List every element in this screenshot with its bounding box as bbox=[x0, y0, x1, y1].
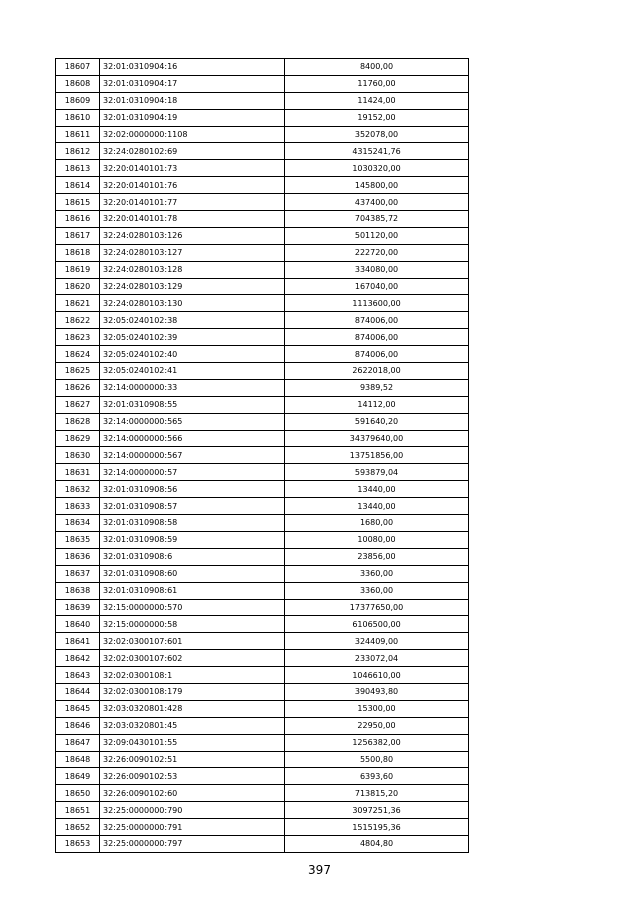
cadastral-value-cell: 17377650,00 bbox=[285, 599, 469, 616]
row-number-cell: 18653 bbox=[56, 835, 100, 852]
row-number-cell: 18636 bbox=[56, 548, 100, 565]
row-number-cell: 18652 bbox=[56, 819, 100, 836]
table-row bbox=[56, 498, 469, 515]
row-number-cell: 18630 bbox=[56, 447, 100, 464]
cadastral-number-cell: 32:15:0000000:58 bbox=[100, 616, 285, 633]
row-number-cell: 18649 bbox=[56, 768, 100, 785]
table-row bbox=[56, 109, 469, 126]
cadastral-number-cell: 32:01:0310908:55 bbox=[100, 396, 285, 413]
cadastral-number-cell: 32:14:0000000:566 bbox=[100, 430, 285, 447]
table-row bbox=[56, 92, 469, 109]
row-number-cell: 18627 bbox=[56, 396, 100, 413]
cadastral-value-cell: 3360,00 bbox=[285, 582, 469, 599]
table-row bbox=[56, 582, 469, 599]
table-row bbox=[56, 717, 469, 734]
row-number-cell: 18607 bbox=[56, 59, 100, 76]
cadastral-value-cell: 334080,00 bbox=[285, 261, 469, 278]
row-number-cell: 18647 bbox=[56, 734, 100, 751]
cadastral-number-cell: 32:05:0240102:38 bbox=[100, 312, 285, 329]
table-row bbox=[56, 396, 469, 413]
table-row bbox=[56, 650, 469, 667]
cadastral-number-cell: 32:25:0000000:797 bbox=[100, 835, 285, 852]
cadastral-number-cell: 32:20:0140101:77 bbox=[100, 194, 285, 211]
cadastral-number-cell: 32:05:0240102:39 bbox=[100, 329, 285, 346]
table-row bbox=[56, 363, 469, 380]
cadastral-value-cell: 11760,00 bbox=[285, 75, 469, 92]
cadastral-number-cell: 32:14:0000000:567 bbox=[100, 447, 285, 464]
table-row bbox=[56, 194, 469, 211]
table-row bbox=[56, 295, 469, 312]
cadastral-number-cell: 32:02:0300108:1 bbox=[100, 667, 285, 684]
row-number-cell: 18610 bbox=[56, 109, 100, 126]
table-row bbox=[56, 548, 469, 565]
table-row bbox=[56, 447, 469, 464]
cadastral-value-cell: 4804,80 bbox=[285, 835, 469, 852]
cadastral-value-cell: 713815,20 bbox=[285, 785, 469, 802]
cadastral-number-cell: 32:01:0310908:59 bbox=[100, 531, 285, 548]
row-number-cell: 18620 bbox=[56, 278, 100, 295]
table-row bbox=[56, 667, 469, 684]
cadastral-value-cell: 324409,00 bbox=[285, 633, 469, 650]
row-number-cell: 18644 bbox=[56, 683, 100, 700]
cadastral-number-cell: 32:01:0310908:6 bbox=[100, 548, 285, 565]
cadastral-number-cell: 32:01:0310908:60 bbox=[100, 565, 285, 582]
cadastral-value-cell: 874006,00 bbox=[285, 329, 469, 346]
cadastral-number-cell: 32:02:0300107:601 bbox=[100, 633, 285, 650]
cadastral-number-cell: 32:26:0090102:53 bbox=[100, 768, 285, 785]
cadastral-number-cell: 32:09:0430101:55 bbox=[100, 734, 285, 751]
row-number-cell: 18635 bbox=[56, 531, 100, 548]
row-number-cell: 18626 bbox=[56, 379, 100, 396]
row-number-cell: 18621 bbox=[56, 295, 100, 312]
table-row bbox=[56, 261, 469, 278]
cadastral-value-cell: 501120,00 bbox=[285, 227, 469, 244]
cadastral-value-cell: 6106500,00 bbox=[285, 616, 469, 633]
row-number-cell: 18619 bbox=[56, 261, 100, 278]
table-row bbox=[56, 464, 469, 481]
cadastral-value-cell: 13440,00 bbox=[285, 498, 469, 515]
table-row bbox=[56, 802, 469, 819]
cadastral-number-cell: 32:14:0000000:33 bbox=[100, 379, 285, 396]
table-row bbox=[56, 227, 469, 244]
row-number-cell: 18628 bbox=[56, 413, 100, 430]
table-row bbox=[56, 599, 469, 616]
row-number-cell: 18632 bbox=[56, 481, 100, 498]
row-number-cell: 18624 bbox=[56, 346, 100, 363]
cadastral-number-cell: 32:01:0310904:17 bbox=[100, 75, 285, 92]
cadastral-number-cell: 32:24:0280103:130 bbox=[100, 295, 285, 312]
row-number-cell: 18618 bbox=[56, 244, 100, 261]
cadastral-number-cell: 32:01:0310908:61 bbox=[100, 582, 285, 599]
cadastral-number-cell: 32:20:0140101:76 bbox=[100, 177, 285, 194]
cadastral-value-cell: 34379640,00 bbox=[285, 430, 469, 447]
table-row bbox=[56, 819, 469, 836]
cadastral-number-cell: 32:24:0280102:69 bbox=[100, 143, 285, 160]
row-number-cell: 18650 bbox=[56, 785, 100, 802]
cadastral-value-cell: 19152,00 bbox=[285, 109, 469, 126]
table-row bbox=[56, 515, 469, 532]
cadastral-value-cell: 437400,00 bbox=[285, 194, 469, 211]
cadastral-value-cell: 145800,00 bbox=[285, 177, 469, 194]
cadastral-value-cell: 9389,52 bbox=[285, 379, 469, 396]
cadastral-number-cell: 32:20:0140101:73 bbox=[100, 160, 285, 177]
cadastral-value-cell: 1046610,00 bbox=[285, 667, 469, 684]
table-row bbox=[56, 700, 469, 717]
cadastral-number-cell: 32:03:0320801:45 bbox=[100, 717, 285, 734]
cadastral-value-cell: 2622018,00 bbox=[285, 363, 469, 380]
cadastral-value-cell: 704385,72 bbox=[285, 211, 469, 228]
cadastral-value-cell: 13440,00 bbox=[285, 481, 469, 498]
table-row bbox=[56, 160, 469, 177]
cadastral-number-cell: 32:14:0000000:57 bbox=[100, 464, 285, 481]
cadastral-number-cell: 32:15:0000000:570 bbox=[100, 599, 285, 616]
row-number-cell: 18651 bbox=[56, 802, 100, 819]
table-row bbox=[56, 329, 469, 346]
cadastral-number-cell: 32:25:0000000:790 bbox=[100, 802, 285, 819]
row-number-cell: 18613 bbox=[56, 160, 100, 177]
cadastral-value-cell: 5500,80 bbox=[285, 751, 469, 768]
row-number-cell: 18640 bbox=[56, 616, 100, 633]
row-number-cell: 18633 bbox=[56, 498, 100, 515]
table-row bbox=[56, 565, 469, 582]
cadastral-value-cell: 1030320,00 bbox=[285, 160, 469, 177]
row-number-cell: 18646 bbox=[56, 717, 100, 734]
cadastral-value-cell: 6393,60 bbox=[285, 768, 469, 785]
table-row bbox=[56, 379, 469, 396]
cadastral-value-cell: 593879,04 bbox=[285, 464, 469, 481]
cadastral-value-table bbox=[55, 58, 469, 853]
cadastral-value-cell: 1515195,36 bbox=[285, 819, 469, 836]
row-number-cell: 18616 bbox=[56, 211, 100, 228]
cadastral-number-cell: 32:02:0300107:602 bbox=[100, 650, 285, 667]
cadastral-number-cell: 32:01:0310908:57 bbox=[100, 498, 285, 515]
cadastral-value-cell: 22950,00 bbox=[285, 717, 469, 734]
table-row bbox=[56, 312, 469, 329]
row-number-cell: 18645 bbox=[56, 700, 100, 717]
cadastral-number-cell: 32:01:0310904:19 bbox=[100, 109, 285, 126]
cadastral-value-cell: 13751856,00 bbox=[285, 447, 469, 464]
cadastral-number-cell: 32:24:0280103:127 bbox=[100, 244, 285, 261]
row-number-cell: 18642 bbox=[56, 650, 100, 667]
cadastral-value-cell: 1680,00 bbox=[285, 515, 469, 532]
row-number-cell: 18631 bbox=[56, 464, 100, 481]
table-row bbox=[56, 430, 469, 447]
table-row bbox=[56, 531, 469, 548]
cadastral-number-cell: 32:02:0000000:1108 bbox=[100, 126, 285, 143]
cadastral-value-cell: 10080,00 bbox=[285, 531, 469, 548]
row-number-cell: 18617 bbox=[56, 227, 100, 244]
cadastral-value-cell: 222720,00 bbox=[285, 244, 469, 261]
cadastral-number-cell: 32:24:0280103:129 bbox=[100, 278, 285, 295]
cadastral-number-cell: 32:24:0280103:126 bbox=[100, 227, 285, 244]
cadastral-number-cell: 32:25:0000000:791 bbox=[100, 819, 285, 836]
cadastral-number-cell: 32:26:0090102:51 bbox=[100, 751, 285, 768]
cadastral-number-cell: 32:05:0240102:40 bbox=[100, 346, 285, 363]
table-row bbox=[56, 143, 469, 160]
table-row bbox=[56, 75, 469, 92]
row-number-cell: 18615 bbox=[56, 194, 100, 211]
cadastral-number-cell: 32:01:0310904:16 bbox=[100, 59, 285, 76]
table-row bbox=[56, 278, 469, 295]
table-row bbox=[56, 835, 469, 852]
row-number-cell: 18648 bbox=[56, 751, 100, 768]
row-number-cell: 18608 bbox=[56, 75, 100, 92]
table-row bbox=[56, 734, 469, 751]
cadastral-number-cell: 32:02:0300108:179 bbox=[100, 683, 285, 700]
cadastral-value-cell: 1113600,00 bbox=[285, 295, 469, 312]
row-number-cell: 18612 bbox=[56, 143, 100, 160]
cadastral-value-cell: 23856,00 bbox=[285, 548, 469, 565]
cadastral-value-cell: 8400,00 bbox=[285, 59, 469, 76]
row-number-cell: 18614 bbox=[56, 177, 100, 194]
table-row bbox=[56, 177, 469, 194]
table-row bbox=[56, 633, 469, 650]
row-number-cell: 18622 bbox=[56, 312, 100, 329]
cadastral-number-cell: 32:01:0310908:56 bbox=[100, 481, 285, 498]
table-row bbox=[56, 751, 469, 768]
table-body bbox=[56, 59, 469, 853]
cadastral-value-cell: 1256382,00 bbox=[285, 734, 469, 751]
cadastral-number-cell: 32:05:0240102:41 bbox=[100, 363, 285, 380]
cadastral-value-cell: 15300,00 bbox=[285, 700, 469, 717]
table-row bbox=[56, 59, 469, 76]
cadastral-value-cell: 11424,00 bbox=[285, 92, 469, 109]
row-number-cell: 18641 bbox=[56, 633, 100, 650]
row-number-cell: 18643 bbox=[56, 667, 100, 684]
table-row bbox=[56, 211, 469, 228]
row-number-cell: 18611 bbox=[56, 126, 100, 143]
cadastral-value-cell: 14112,00 bbox=[285, 396, 469, 413]
row-number-cell: 18639 bbox=[56, 599, 100, 616]
table-row bbox=[56, 616, 469, 633]
cadastral-value-cell: 390493,80 bbox=[285, 683, 469, 700]
cadastral-number-cell: 32:01:0310908:58 bbox=[100, 515, 285, 532]
table-row bbox=[56, 413, 469, 430]
row-number-cell: 18623 bbox=[56, 329, 100, 346]
row-number-cell: 18609 bbox=[56, 92, 100, 109]
table-row bbox=[56, 481, 469, 498]
cadastral-number-cell: 32:24:0280103:128 bbox=[100, 261, 285, 278]
cadastral-value-cell: 3360,00 bbox=[285, 565, 469, 582]
row-number-cell: 18629 bbox=[56, 430, 100, 447]
table-row bbox=[56, 346, 469, 363]
cadastral-number-cell: 32:20:0140101:78 bbox=[100, 211, 285, 228]
table-row bbox=[56, 244, 469, 261]
cadastral-value-cell: 167040,00 bbox=[285, 278, 469, 295]
table-row bbox=[56, 768, 469, 785]
row-number-cell: 18625 bbox=[56, 363, 100, 380]
cadastral-value-cell: 3097251,36 bbox=[285, 802, 469, 819]
cadastral-number-cell: 32:01:0310904:18 bbox=[100, 92, 285, 109]
row-number-cell: 18637 bbox=[56, 565, 100, 582]
row-number-cell: 18634 bbox=[56, 515, 100, 532]
cadastral-value-cell: 4315241,76 bbox=[285, 143, 469, 160]
cadastral-value-cell: 874006,00 bbox=[285, 346, 469, 363]
cadastral-number-cell: 32:14:0000000:565 bbox=[100, 413, 285, 430]
cadastral-value-cell: 591640,20 bbox=[285, 413, 469, 430]
page-number: 397 bbox=[308, 863, 331, 877]
cadastral-number-cell: 32:03:0320801:428 bbox=[100, 700, 285, 717]
table-row bbox=[56, 683, 469, 700]
table-row bbox=[56, 785, 469, 802]
cadastral-value-cell: 874006,00 bbox=[285, 312, 469, 329]
row-number-cell: 18638 bbox=[56, 582, 100, 599]
table-row bbox=[56, 126, 469, 143]
cadastral-number-cell: 32:26:0090102:60 bbox=[100, 785, 285, 802]
cadastral-value-cell: 233072,04 bbox=[285, 650, 469, 667]
cadastral-value-cell: 352078,00 bbox=[285, 126, 469, 143]
